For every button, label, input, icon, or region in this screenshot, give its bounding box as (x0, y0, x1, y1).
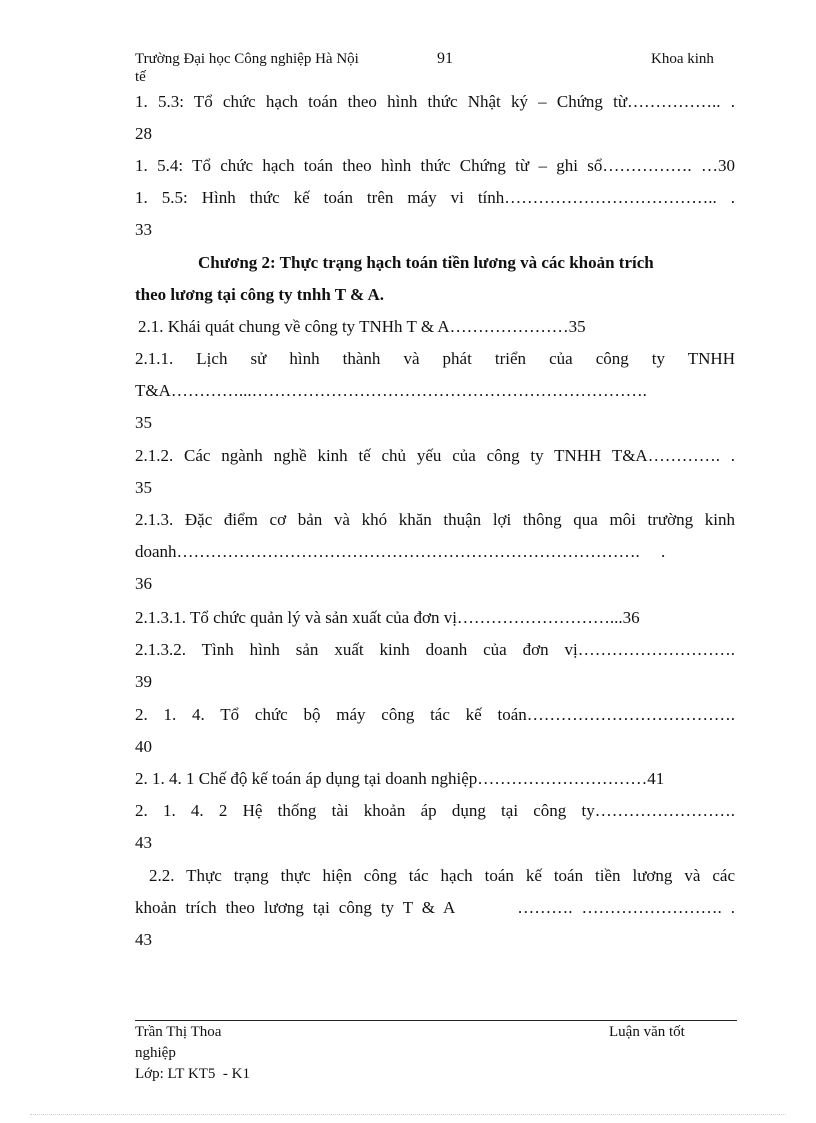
toc-entry-2-1-2-page: 35 (135, 478, 152, 497)
toc-entry-2-1-3: 2.1.3. Đặc điểm cơ bản và khó khăn thuận lợi thông qua môi trường kinh (135, 510, 735, 529)
toc-entry-2-1-3-2: 2.1.3.2. Tình hình sản xuất kinh doanh của đơn vị………………………. (135, 640, 735, 659)
footer-thesis-cont: nghiệp (135, 1045, 176, 1061)
footer-class: Lớp: LT KT5 - K1 (135, 1066, 251, 1082)
toc-entry-1-5-3: 1. 5.3: Tổ chức hạch toán theo hình thức Nhật ký – Chứng từ…………….. . (135, 92, 735, 111)
toc-entry-2-1-1-page: 35 (135, 413, 152, 432)
toc-entry-2-1-3-2-page: 39 (135, 672, 152, 691)
toc-entry-1-5-4: 1. 5.4: Tổ chức hạch toán theo hình thức Chứng từ – ghi sổ……………. …30 (135, 156, 735, 175)
toc-entry-2-1-4-page: 40 (135, 737, 152, 756)
footer-divider (135, 1020, 737, 1021)
toc-entry-2-1-4-2-page: 43 (135, 833, 152, 852)
footer-author: Trần Thị Thoa (135, 1024, 222, 1040)
chapter-heading: Chương 2: Thực trạng hạch toán tiền lương và các khoản trích (198, 253, 654, 272)
header-faculty-cont: tế (135, 69, 146, 85)
footer-thesis: Luận văn tốt (609, 1024, 685, 1040)
chapter-heading-cont: theo lương tại công ty tnhh T & A. (135, 285, 384, 304)
toc-entry-2-1-3-page: 36 (135, 574, 152, 593)
toc-entry-2-2: 2.2. Thực trạng thực hiện công tác hạch toán kế toán tiền lương và các (149, 866, 735, 885)
toc-entry-2-1-3-1: 2.1.3.1. Tổ chức quản lý và sản xuất của đơn vị………………………...36 (135, 608, 640, 627)
toc-entry-2-1-1: 2.1.1. Lịch sử hình thành và phát triển của công ty TNHH (135, 349, 735, 368)
toc-entry-2-1-3-cont: doanh………………………………………………………………………. . (135, 542, 666, 561)
toc-entry-1-5-3-page: 28 (135, 124, 152, 143)
header-faculty: Khoa kinh (651, 51, 714, 67)
toc-entry-2-1-1-cont: T&A…………...……………………………………………………………. (135, 381, 647, 400)
page-number: 91 (437, 50, 453, 67)
toc-entry-2-2-page: 43 (135, 930, 152, 949)
toc-entry-2-1: 2.1. Khái quát chung về công ty TNHh T & A…………………35 (138, 317, 586, 336)
toc-entry-1-5-5-page: 33 (135, 220, 152, 239)
toc-entry-2-1-2: 2.1.2. Các ngành nghề kinh tế chủ yếu của công ty TNHH T&A…………. . (135, 446, 735, 465)
toc-entry-2-1-4-2: 2. 1. 4. 2 Hệ thống tài khoản áp dụng tại công ty……………………. (135, 801, 735, 820)
toc-entry-2-1-4-1: 2. 1. 4. 1 Chế độ kế toán áp dụng tại doanh nghiệp…………………………41 (135, 769, 665, 788)
toc-entry-2-2-cont: khoản trích theo lương tại công ty T & A ………. ……………………. . (135, 898, 735, 917)
header-school: Trường Đại học Công nghiệp Hà Nội (135, 51, 359, 67)
page-edge-dotted-line (30, 1114, 786, 1115)
toc-entry-2-1-4: 2. 1. 4. Tổ chức bộ máy công tác kế toán………………………………. (135, 705, 735, 724)
toc-entry-1-5-5: 1. 5.5: Hình thức kế toán trên máy vi tính……………………………….. . (135, 188, 735, 207)
